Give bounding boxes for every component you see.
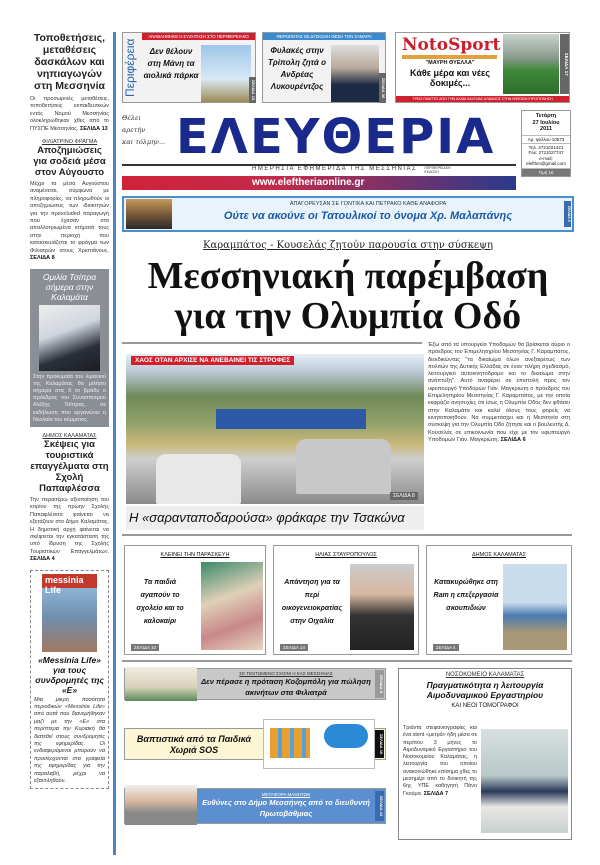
divider bbox=[122, 342, 422, 344]
box-title: Κατακυρώθηκε στη Ram η επεξεργασία σκουπιδιών bbox=[433, 579, 499, 612]
box-kicker: ΝΟΣΟΚΟΜΕΙΟ ΚΑΛΑΜΑΤΑΣ bbox=[445, 672, 525, 678]
motto-line: αρετήν bbox=[122, 126, 146, 134]
page-ref: ΣΕΛΙΔΑ 14 bbox=[280, 644, 308, 651]
notosport-logo: NotoSport bbox=[402, 35, 501, 55]
banner-kicker: ΑΠΑΓΟΡΕΥΣΑΝ ΣΕ ΓΟΝΤΙΚΑ ΚΑΙ ΠΕΤΡΑΚΟ ΚΑΘΕ ΑΝΑΦΟΡΑ bbox=[289, 201, 447, 207]
page-ref: ΣΕΛΙΔΑ 13 bbox=[249, 77, 256, 103]
box-subtitle: ΚΑΙ ΝΕΟΙ ΤΟΜΟΓΡΑΦΟΙ bbox=[451, 703, 519, 709]
logo-underline bbox=[402, 55, 497, 59]
card-kicker: "ΜΑΥΡΗ ΘΥΕΛΛΑ" bbox=[425, 60, 475, 66]
page-ref: ΣΕΛΙΔΑ 10 bbox=[131, 644, 159, 651]
motto-line: και τόλμην... bbox=[122, 138, 166, 146]
story-body: Την περαιτέρω αξιοποίηση του κτιρίου της πρώην Σχολής Παπαφλέσσα φαίνεται να εξετάζουν στο Δήμο Καλαμάτας. Η δημοτική αρχή φαίνεται να σκέφτεται την εγκατάσταση της υπό ίδρυση της Σχολής Τουριστικών Επαγγελμάτων. bbox=[30, 496, 109, 555]
lab-photo bbox=[481, 729, 568, 833]
divider bbox=[122, 660, 572, 662]
box-title: Τα παιδιά αγαπούν το σχολείο και το καλοκαίρι bbox=[136, 579, 184, 625]
box-title: Πραγματικότητα η λειτουργία Αιμοδυναμικού Εργαστηρίου bbox=[426, 680, 544, 700]
tsipras-photo bbox=[39, 305, 100, 371]
samaras-card[interactable] bbox=[262, 32, 386, 103]
photo-caption: Η «σαρανταποδαρούσα» φράκαρε την Τσακώνα bbox=[126, 506, 424, 530]
price: Τιμή 1€ bbox=[522, 169, 570, 176]
newspaper-logo[interactable]: ΕΛΕΥΘΕΡΙΑ bbox=[176, 109, 496, 165]
tsipras-box bbox=[30, 269, 109, 427]
edition: ΠΕΡΙΦΕΡΕΙΑΚΗ ΕΚΔΟΣΗ bbox=[424, 166, 451, 174]
date: 27 Ιουλίου bbox=[532, 119, 560, 126]
motto-line: Θέλει bbox=[122, 114, 141, 122]
portrait-photo bbox=[125, 785, 197, 825]
card-title: Κάθε μέρα και νέες δοκιμές... bbox=[410, 68, 490, 88]
lead-kicker: Καραμπάτος - Κουσελάς ζητούν παρουσία στην σύσκεψη bbox=[203, 240, 493, 251]
box-body: Μια μικρή ποσότητα περιοδικών «Messinia Life» από αυτά που διανεμήθηκαν μαζί με την «Ε» στα περίπτερα την Κυριακή θα διατεθεί στους συνδρομητές της εφημερίδας. Οι ενδιαφερόμενοι μπορούν να προσέρχονται στα γραφεία της εφημερίδας για την παραλαβή, μέχρι να εξαντληθούν. bbox=[34, 696, 105, 785]
page-ref[interactable]: ΣΕΛΙΔΑ 7 bbox=[423, 790, 448, 797]
card-kicker: ΦΕΡΝΟΝΤΑΣ ΣΕ ΔΥΣΚΟΛΗ ΘΕΣΗ ΤΟΝ ΣΑΜΑΡΑ bbox=[263, 33, 385, 40]
page-ref[interactable]: ΣΕΛΙΔΑ 17 bbox=[560, 34, 569, 94]
page-ref: ΣΕΛΙΔΑ 5 bbox=[564, 201, 571, 227]
messinia-life-box bbox=[30, 570, 109, 790]
section-label: Περιφέρεια bbox=[123, 38, 137, 97]
box-kicker: ΗΛΙΑΣ ΣΤΑΥΡΟΠΟΥΛΟΣ bbox=[315, 552, 377, 558]
story-box[interactable] bbox=[273, 545, 419, 655]
email-label: e-mail: bbox=[539, 155, 553, 161]
story-title[interactable]: Τοποθετήσεις, μεταθέσεις δασκάλων και νηπιαγωγών στη Μεσσηνία bbox=[33, 32, 106, 92]
box-title[interactable]: Ομιλία Τσίπρα σήμερα στην Καλαμάτα bbox=[42, 271, 97, 302]
page-ref: ΣΕΛΙΔΑ 30 bbox=[379, 73, 386, 103]
transport-truck bbox=[216, 409, 366, 429]
portrait-photo bbox=[350, 564, 414, 650]
page-ref[interactable]: ΣΕΛΙΔΑ 4 bbox=[30, 556, 55, 563]
regional-card[interactable] bbox=[122, 32, 256, 103]
phone: Τηλ. 2721021421 bbox=[528, 144, 564, 150]
children-photo bbox=[201, 562, 263, 650]
portrait-photo bbox=[331, 45, 379, 102]
box-body: Τριάντα στεφανιογραφίες και ένα stent «μετρά» ήδη μέσα σε περίπου 3 μήνες το Αιμοδυναμικό Εργαστήριο του Νοσοκομείου Καλαμάτας, η λειτουργία του οποίου ανακοινώθηκε επίσημα χθες το μεσημέρι από το διοικητή της 6ης ΥΠΕ καθηγητή Πάνο Γκούμα. bbox=[403, 725, 477, 797]
strip-title: Ευθύνες στο Δήμο Μεσσήνης από το διευθυντή Πρωτοβάθμιας bbox=[202, 798, 370, 818]
strip-title: Δεν πέρασε η πρόταση Κοζομπόλη για πώληση ακινήτων στα Φιλιατρά bbox=[201, 677, 371, 697]
sos-ad-image bbox=[263, 719, 375, 769]
page-ref[interactable]: ΣΕΛΙΔΑ 6 bbox=[500, 436, 526, 443]
email: elefthm@gmail.com bbox=[526, 161, 566, 166]
lead-headline[interactable]: Μεσσηνιακή παρέμβαση για την Ολυμπία Οδό bbox=[147, 255, 549, 337]
story-box[interactable] bbox=[124, 545, 266, 655]
page-ref: ΣΕΛΙΔΑ 5 bbox=[375, 670, 384, 698]
strip-kicker: ΣΕ ΤΕΝΤΩΜΕΝΟ ΣΧΟΙΝΙ Η ΕΑΣ ΜΕΣΣΗΝΙΑΣ bbox=[239, 671, 333, 676]
motto bbox=[122, 112, 165, 148]
box-title[interactable]: «Messinia Life» για τους συνδρομητές της «Ε» bbox=[35, 654, 104, 695]
magazine-cover bbox=[42, 574, 97, 652]
card-kicker: ΑΝΑΒΛΗΘΗΚΕ Η ΣΥΖΗΤΗΣΗ ΣΤΟ ΠΕΡΙΦΕΡΕΙΑΚΟ bbox=[142, 33, 255, 40]
page-ref: ΣΕΛΙΔΑ 12 bbox=[375, 791, 384, 821]
hospital-box[interactable] bbox=[398, 668, 572, 840]
card-title: Δεν θέλουν στη Μάνη τα αιολικά πάρκα bbox=[143, 47, 199, 80]
page-ref[interactable]: ΣΕΛΙΔΑ 13 bbox=[79, 125, 108, 132]
banner-title: Ούτε να ακούνε οι Τατουλικοί το όνομα Χρ. Μαλαπάνης bbox=[223, 210, 513, 222]
story-strip[interactable] bbox=[124, 728, 386, 760]
strip-title: Βαπτιστικά από τα Παιδικά Χωριά SOS bbox=[136, 734, 252, 755]
year: 2011 bbox=[540, 126, 552, 132]
subtitle-bar bbox=[122, 164, 516, 174]
page-ref[interactable]: ΣΕΛΙΔΑ 8 bbox=[30, 255, 55, 262]
subtitle: ΗΜΕΡΗΣΙΑ ΕΦΗΜΕΡΙΔΑ ΤΗΣ ΜΕΣΣΗΝΙΑΣ bbox=[252, 166, 418, 172]
day: Τετάρτη bbox=[535, 113, 557, 119]
story-title[interactable]: Σκέψεις για τουριστικά επαγγέλματα στη Σχολή Παπαφλέσσα bbox=[30, 438, 109, 494]
building-photo bbox=[125, 667, 197, 701]
story-strip[interactable] bbox=[124, 668, 386, 700]
photo-tag: ΧΑΟΣ ΟΤΑΝ ΑΡΧΙΣΕ ΝΑ ΑΝΕΒΑΙΝΕΙ ΤΙΣ ΣΤΡΟΦΕΣ bbox=[131, 356, 294, 365]
date-box bbox=[521, 110, 571, 177]
portrait-photo bbox=[126, 199, 172, 229]
page-ref: ΣΕΛΙΔΑ 4 bbox=[433, 644, 459, 651]
fax: Fax: 2721027747 bbox=[528, 150, 564, 155]
page-ref[interactable]: ΣΕΛΙΔΑ 8 bbox=[390, 492, 418, 500]
box-title: Απάντηση για τα περί οικογενειοκρατίας στην Οιχαλία bbox=[281, 579, 343, 625]
car bbox=[156, 454, 241, 504]
story-body: Οι προσωρινές μεταθέσεις, τοποθετήσεις εκπαιδευτικών εντός Νομού Μεσσηνίας ολοκληρώθηκαν χθες από το ΠΥΣΠΕ Μεσσηνίας. bbox=[30, 96, 109, 132]
story-kicker: ΦΙΛΙΑΤΡΙΝΟ ΦΡΑΓΜΑ bbox=[41, 139, 98, 146]
traffic-photo[interactable] bbox=[126, 354, 424, 504]
football-photo bbox=[503, 34, 559, 94]
car bbox=[296, 439, 391, 494]
notosport-card[interactable] bbox=[395, 32, 570, 103]
page-ref: ΣΕΛΙΔΑ 10 bbox=[375, 730, 384, 758]
story-strip[interactable] bbox=[124, 788, 386, 824]
lead-body: Έξω από τα υπουργεία Υποδομών θα βρίσκεται αύριο ο πρόεδρος του Επιμελητηρίου Μεσσηνίας Γ. Καραμπάτος, διεκδικώντας "τα δικαίωμα όλων ανεξαιρέτως των πολιτών της Δυτικής Ελλάδας σε έναν πλήρη σχεδιασμό, λειτουργικό αυτοκινητόδρομο και το δικαίωμα στην ανάπτυξη". Αυτό αναφέρει σε επιστολή προς τον υφυπουργό Υποδομών Γιάν. Μαγκριώτη ο πρόεδρος του Επιμελητηρίου Μεσσηνίας Γ. Καραμπάτος, με την οποία εκφράζει ανησυχίες ότι ίσως η Ολυμπία Οδός δεν φθάσει στην Καλαμάτα και καλεί όλους τους φορείς να κινητοποιηθούν. Να συμμετάσχει και η Μεσσηνία στη σύσκεψη για την Ολυμπία Οδό ζήτησε και ο βουλευτής Δ. Κουσελάς σε επικοινωνία που είχε με τον υφυπουργό Υποδομών Γιάν. Μαγκριώτη. bbox=[428, 342, 570, 443]
card-bar: ΤΡΕΙΣ ΠΑΙΚΤΕΣ ΑΠΟ ΤΗΝ ΑΧΑΪΑ ΚΑΙ ΕΝΑΣ ΑΛΒΑΝΟΣ ΣΤΗΝ ΘΦΕΣΙΝΗ ΠΡΟΠΟΝΗΣΗ bbox=[396, 96, 569, 102]
card-title: Φυλακές στην Τρίπολη ζητά ο Ανδρέας Λυκουρέντζος bbox=[268, 46, 326, 91]
issue-number: Αρ. φύλλου 10573 bbox=[522, 136, 570, 144]
wind-turbines-photo bbox=[201, 45, 251, 102]
story-body: Μέχρι τα μέσα Αυγούστου αναμένεται, σύμφωνα με πληροφορίες, να πληρωθούν οι αποζημιώσεις των ιδιοκτητών για την πρexcluded παραγωγή που έχασαν στα απαλλοτριωμένα κτήματά τους στην περιοχή που κατασκευάζεται το φράγμα των Φιλιατρών στους Χριστιάνους. bbox=[30, 181, 109, 254]
divider bbox=[122, 534, 572, 536]
box-body: Στην προκυμαία του λιμανιού της Καλαμάτας θα μιλήσει σήμερα στις 9 το βράδυ ο πρόεδρος του Συνασπισμού Αλέξης Τσίπρας, σε εκδήλωση που οργανώνει η Νεολαία του κόμματος. bbox=[33, 373, 106, 423]
strip-kicker: ΜΕΤΑΦΟΡΑ ΜΑΘΗΤΩΝ bbox=[261, 792, 311, 797]
left-column bbox=[30, 32, 116, 855]
website-link[interactable]: www.eleftheriaonline.gr bbox=[252, 177, 365, 188]
box-kicker: ΚΛΕΙΝΕΙ ΤΗΝ ΠΑΡΑΣΚΕΥΗ bbox=[160, 552, 230, 558]
machinery-photo bbox=[503, 564, 567, 650]
story-kicker: ΔΗΜΟΣ ΚΑΛΑΜΑΤΑΣ bbox=[42, 432, 97, 439]
malapanis-banner[interactable] bbox=[122, 196, 574, 232]
website-bar bbox=[122, 176, 516, 190]
story-box[interactable] bbox=[426, 545, 572, 655]
box-kicker: ΔΗΜΟΣ ΚΑΛΑΜΑΤΑΣ bbox=[472, 552, 526, 558]
magazine-logo: messinia Life bbox=[45, 574, 84, 595]
story-title[interactable]: Αποζημιώσεις για σοδειά μέσα στον Αύγουστο bbox=[33, 145, 106, 179]
